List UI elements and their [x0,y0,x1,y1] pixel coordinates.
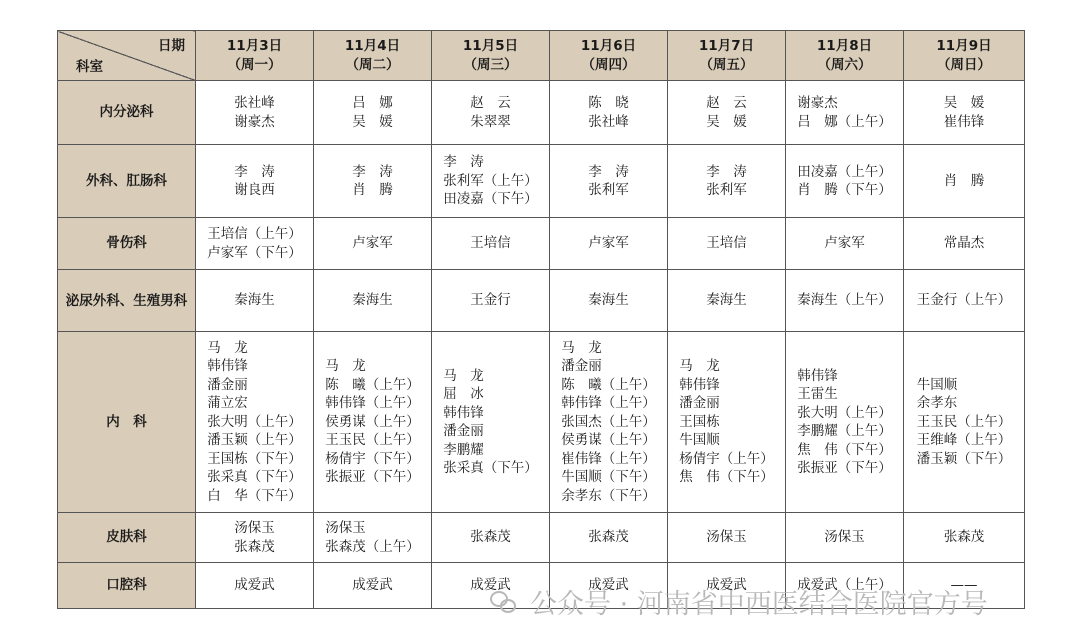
schedule-cell [786,81,904,145]
doctor-name: 李鹏耀（上午） [797,423,892,439]
doctor-name: 张森茂 [470,529,511,546]
day-weekday: （周日） [937,56,991,73]
schedule-cell [314,332,432,513]
doctor-name: 韩伟锋（上午） [561,395,656,412]
doctor-list [234,576,275,595]
schedule-cell [668,270,786,332]
doctor-name: 成爱武（上午） [797,577,892,594]
doctor-name: 朱翠翠 [470,113,511,130]
wechat-icon [490,589,516,613]
schedule-cell [314,563,432,609]
doctor-name: 谢良西 [234,182,275,198]
doctor-list [352,234,393,253]
doctor-list [679,357,774,487]
doctor-list [234,519,275,556]
doctor-list [207,225,302,262]
day-header-4 [550,31,668,81]
doctor-name: 成爱武 [234,577,275,594]
doctor-name: 马 龙 [443,367,484,384]
dept-row [58,145,1025,218]
doctor-name: 侯勇谋（上午） [325,413,420,430]
doctor-list [470,528,511,547]
doctor-name: 赵 云 [470,95,511,111]
doctor-list [706,234,747,253]
doctor-list [588,528,629,547]
doctor-list [325,357,420,487]
doctor-name: 潘金丽 [207,376,248,393]
doctor-list [944,172,985,191]
doctor-list [234,163,275,200]
doctor-name: 李 涛 [706,163,747,180]
schedule-cell [786,145,904,218]
doctor-list [325,519,420,556]
doctor-name: 卢家军（下午） [207,244,302,261]
doctor-name: 吴 媛 [352,113,393,130]
schedule-cell [668,218,786,270]
doctor-name: 吕 娜 [352,95,393,111]
day-date: 11月7日 [698,38,755,54]
schedule-cell [550,218,668,270]
dept-row [58,513,1025,563]
doctor-list [352,94,393,131]
schedule-cell [196,145,314,218]
dept-name: 骨伤科 [58,218,196,270]
day-header-2 [314,31,432,81]
doctor-name: 马 龙 [679,358,720,375]
doctor-name: 谢豪杰 [797,95,838,111]
doctor-name: 张采真（下午） [443,460,538,476]
doctor-name: 成爱武 [588,577,629,594]
doctor-name: 李 涛 [588,163,629,180]
doctor-name: 潘金丽 [443,423,484,439]
doctor-list [234,291,275,310]
schedule-cell [196,81,314,145]
watermark [490,584,1050,618]
doctor-list [588,234,629,253]
doctor-list [944,234,985,253]
schedule-cell [550,81,668,145]
doctor-name: 马 龙 [561,339,602,356]
doctor-list [588,94,629,131]
doctor-list [443,367,538,478]
dept-row [58,332,1025,513]
schedule-cell [432,145,550,218]
doctor-name: 王玉民（上午） [325,432,420,449]
doctor-list [797,367,892,478]
doctor-name: 肖 腾（下午） [797,182,892,198]
doctor-name: 李 涛 [352,163,393,180]
doctor-name: 韩伟锋 [797,367,838,384]
doctor-name: 张振亚（下午） [797,460,892,476]
day-weekday: （周四） [581,56,636,73]
doctor-name: 秦海生 [706,292,747,309]
doctor-list [352,163,393,200]
schedule-cell [196,513,314,563]
doctor-list [824,234,865,253]
doctor-name: 王玉民（上午） [916,413,1012,430]
doctor-name: 王培信 [706,235,747,252]
doctor-name: 崔伟锋 [943,113,985,130]
schedule-table [57,30,1025,609]
schedule-cell [314,145,432,218]
doctor-name: 马 龙 [207,339,248,356]
doctor-list [561,339,656,506]
doctor-name: 蒲立宏 [207,395,248,412]
header-row [58,31,1025,81]
schedule-cell [432,270,550,332]
corner-dept-label: 科室 [76,58,103,75]
doctor-list [352,291,393,310]
schedule-cell [904,270,1025,332]
doctor-name: 张大明（上午） [797,404,892,421]
dept-row [58,270,1025,332]
doctor-list [352,576,393,595]
doctor-name: 张森茂（上午） [325,538,420,555]
doctor-name: 张森茂 [234,538,275,555]
doctor-name: 王培信（上午） [207,226,302,242]
doctor-name: 王金行（上午） [916,292,1012,309]
schedule-cell [904,81,1025,145]
doctor-name: 秦海生 [352,292,393,309]
doctor-name: 汤保玉 [234,520,275,536]
schedule-cell [432,218,550,270]
doctor-name: 韩伟锋 [679,376,720,393]
doctor-name: 肖 腾 [943,172,985,189]
doctor-name: 牛国顺 [679,432,720,449]
doctor-name: 马 龙 [325,358,366,375]
doctor-name: 杨倩宇（下午） [325,450,420,467]
schedule-cell [786,332,904,513]
day-header-1 [196,31,314,81]
doctor-list [706,163,747,200]
doctor-name: 陈 曦（上午） [561,376,656,393]
doctor-name: 秦海生 [234,292,275,309]
day-date: 11月4日 [344,38,401,54]
doctor-name: 陈 曦（上午） [325,376,420,393]
day-date: 11月8日 [816,38,873,54]
doctor-name: 张社峰 [234,95,275,111]
schedule-cell [668,81,786,145]
doctor-list [944,528,985,547]
doctor-name: 白 华（下午） [207,487,302,504]
schedule-cell [432,513,550,563]
schedule-cell [786,218,904,270]
doctor-list [470,291,511,310]
schedule-cell [904,218,1025,270]
doctor-name: 卢家军 [824,235,865,252]
schedule-cell [550,145,668,218]
doctor-name: 卢家军 [588,235,629,252]
doctor-name: 王维峰（上午） [916,432,1012,449]
doctor-name: 张大明（上午） [207,413,302,430]
doctor-list [706,94,747,131]
doctor-name: 张利军 [588,182,629,198]
day-header-7 [904,31,1025,81]
schedule-cell [668,513,786,563]
doctor-name: 田凌嘉（下午） [443,191,538,208]
day-date: 11月6日 [580,38,637,54]
doctor-name: 潘玉颖（下午） [916,450,1012,467]
doctor-list [917,291,1012,310]
doctor-name: 秦海生 [588,292,629,309]
doctor-list [234,94,275,131]
schedule-cell [314,513,432,563]
doctor-name: 崔伟锋（上午） [561,450,656,467]
dept-name: 外科、肛肠科 [58,145,196,218]
doctor-list [706,291,747,310]
doctor-list [588,163,629,200]
doctor-name: 牛国顺（下午） [561,469,656,486]
doctor-name: 王国栋（下午） [207,450,302,467]
doctor-name: 王培信 [470,235,511,252]
doctor-name: 侯勇谋（上午） [561,432,656,449]
schedule-cell [314,270,432,332]
schedule-cell [550,513,668,563]
dept-row [58,81,1025,145]
dept-name: 内 科 [58,332,196,513]
doctor-list [824,528,865,547]
doctor-name: 李 涛 [443,154,484,171]
doctor-name: 焦 伟（下午） [797,441,892,458]
doctor-name: 张森茂 [588,529,629,546]
watermark-text: 公众号 · 河南省中西医结合医院官方号 [530,588,988,620]
schedule-cell [432,81,550,145]
schedule-cell [314,81,432,145]
doctor-list [797,163,892,200]
day-weekday: （周三） [463,56,518,73]
doctor-name: 汤保玉 [706,529,747,546]
day-date: 11月9日 [936,38,992,54]
doctor-name: 潘金丽 [561,358,602,375]
doctor-name: 常晶杰 [943,235,985,252]
doctor-name: 成爱武 [706,577,747,594]
doctor-name: 谢豪杰 [234,113,275,130]
doctor-name: 吴 媛 [706,113,747,130]
schedule-body [58,81,1025,609]
doctor-name: 陈 晓 [588,95,629,111]
doctor-name: 张利军 [706,182,747,198]
doctor-list [797,291,892,310]
doctor-name: 吴 媛 [943,95,985,111]
doctor-name: 杨倩宇（上午） [679,450,774,467]
doctor-name: 韩伟锋 [207,358,248,375]
doctor-name: 牛国顺 [916,376,958,393]
doctor-name: 成爱武 [352,577,393,594]
doctor-name: 汤保玉 [325,520,366,536]
day-header-5 [668,31,786,81]
doctor-list [207,339,302,506]
day-weekday: （周六） [817,56,872,73]
schedule-cell [786,270,904,332]
schedule-cell [668,332,786,513]
schedule-cell [550,332,668,513]
corner-header-cell [58,31,196,81]
day-date: 11月3日 [226,38,283,54]
doctor-name: 余孝东（下午） [561,487,656,504]
doctor-name: 吕 娜（上午） [797,113,892,130]
doctor-list [917,376,1012,469]
doctor-name: —— [950,577,978,594]
doctor-name: 王国栋 [679,413,720,430]
doctor-name: 赵 云 [706,95,747,111]
doctor-name: 卢家军 [352,235,393,252]
doctor-name: 秦海生（上午） [797,292,892,309]
schedule-cell [432,332,550,513]
schedule-cell [786,513,904,563]
schedule-cell [904,513,1025,563]
dept-name: 口腔科 [58,563,196,609]
dept-name: 皮肤科 [58,513,196,563]
schedule-cell [196,270,314,332]
corner-date-label: 日期 [158,38,185,54]
schedule-cell [668,145,786,218]
dept-name: 泌尿外科、生殖男科 [58,270,196,332]
doctor-name: 张国杰（上午） [561,413,656,430]
doctor-name: 张采真（下午） [207,469,302,486]
doctor-name: 张社峰 [588,113,629,130]
doctor-name: 田凌嘉（上午） [797,163,892,180]
doctor-name: 潘金丽 [679,395,720,412]
doctor-list [470,234,511,253]
doctor-name: 张利军（上午） [443,172,538,189]
doctor-name: 肖 腾 [352,182,393,198]
day-weekday: （周一） [227,56,282,73]
dept-name: 内分泌科 [58,81,196,145]
doctor-list [706,528,747,547]
schedule-cell [314,218,432,270]
schedule-cell [550,270,668,332]
day-header-3 [432,31,550,81]
day-header-6 [786,31,904,81]
dept-row [58,218,1025,270]
day-weekday: （周五） [699,56,754,73]
doctor-list [588,291,629,310]
doctor-name: 王雷生 [797,386,838,402]
doctor-name: 汤保玉 [824,529,865,546]
schedule-cell [196,563,314,609]
doctor-name: 张振亚（下午） [325,469,420,486]
doctor-name: 余孝东 [916,395,958,412]
doctor-list [944,94,985,131]
doctor-name: 潘玉颖（上午） [207,432,302,449]
schedule-cell [904,145,1025,218]
schedule-cell [196,332,314,513]
doctor-name: 王金行 [470,292,511,309]
doctor-list [470,94,511,131]
doctor-name: 焦 伟（下午） [679,469,774,486]
schedule-cell [904,332,1025,513]
doctor-name: 成爱武 [470,577,511,594]
doctor-name: 韩伟锋（上午） [325,395,420,412]
doctor-name: 李鹏耀 [443,441,484,458]
doctor-list [443,153,538,209]
doctor-list [797,94,892,131]
schedule-cell [196,218,314,270]
doctor-name: 张森茂 [943,529,985,546]
doctor-name: 屈 冰 [443,386,484,402]
doctor-name: 韩伟锋 [443,404,484,421]
doctor-name: 李 涛 [234,163,275,180]
day-date: 11月5日 [462,38,519,54]
day-weekday: （周二） [345,56,400,73]
